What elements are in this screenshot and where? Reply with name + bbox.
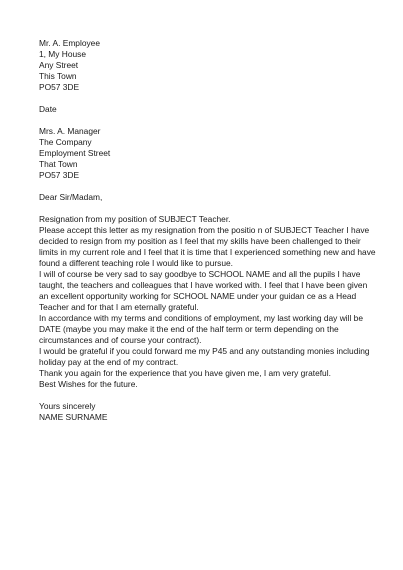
body-line: I will of course be very sad to say goodbye to SCHOOL NAME and all the pupils I have: [39, 269, 361, 279]
salutation: Dear Sir/Madam,: [39, 192, 103, 202]
recipient-town: That Town: [39, 159, 78, 169]
resignation-letter: [39, 38, 376, 423]
recipient-company: The Company: [39, 137, 92, 147]
body-line: In accordance with my terms and conditions of employment, my last working day will be: [39, 313, 363, 323]
date-label: Date: [39, 104, 57, 114]
sender-address-line: This Town: [39, 71, 77, 81]
letter-body: [39, 214, 376, 390]
body-line: DATE (maybe you may make it the end of the half term or term depending on the: [39, 324, 339, 334]
body-line: taught, the teachers and colleagues that I have worked with. I feel that I have been given: [39, 280, 368, 290]
recipient-street: Employment Street: [39, 148, 111, 158]
sender-address-line: 1, My House: [39, 49, 87, 59]
body-line: decided to resign from my position as I feel that my skills have been challenged to their: [39, 236, 361, 246]
body-line: found a different teaching role I would like to pursue.: [39, 258, 233, 268]
body-line: Please accept this letter as my resignation from the positio n of SUBJECT Teacher I have: [39, 225, 370, 235]
body-line: Teacher and for that I am eternally grateful.: [39, 302, 199, 312]
body-line: I would be grateful if you could forward me my P45 and any outstanding monies including: [39, 346, 370, 356]
body-line: an excellent opportunity working for SCHOOL NAME under your guidan ce as a Head: [39, 291, 357, 301]
signature-name: NAME SURNAME: [39, 412, 108, 422]
closing: Yours sincerely: [39, 401, 96, 411]
recipient-address: [39, 126, 369, 181]
sender-address: [39, 38, 369, 93]
sender-name: Mr. A. Employee: [39, 38, 100, 48]
body-line: holiday pay at the end of my contract.: [39, 357, 179, 367]
sender-postcode: PO57 3DE: [39, 82, 80, 92]
body-line: circumstances and of course your contract).: [39, 335, 202, 345]
sender-address-line: Any Street: [39, 60, 79, 70]
subject-line: Resignation from my position of SUBJECT Teacher.: [39, 214, 231, 224]
body-line: Thank you again for the experience that you have given me, I am very grateful.: [39, 368, 331, 378]
body-line: Best Wishes for the future.: [39, 379, 138, 389]
body-line: limits in my current role and I feel that it is time that I experienced something new and have: [39, 247, 376, 257]
recipient-name: Mrs. A. Manager: [39, 126, 101, 136]
recipient-postcode: PO57 3DE: [39, 170, 80, 180]
